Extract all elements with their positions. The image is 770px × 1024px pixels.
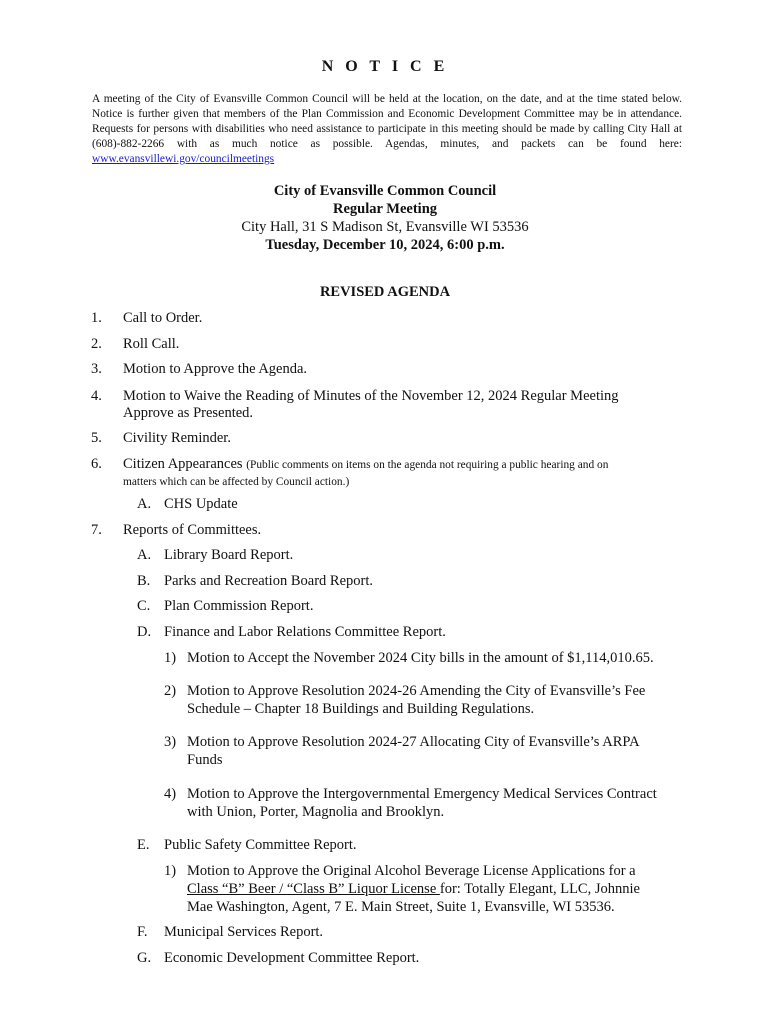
motion-text-line1: Motion to Approve Resolution 2024-26 Amending the City of Evansville’s Fee xyxy=(187,683,646,699)
item-number: 2. xyxy=(91,336,102,352)
sub-item-text: CHS Update xyxy=(164,496,238,512)
sub-item-text: Parks and Recreation Board Report. xyxy=(164,573,373,589)
meeting-location: City Hall, 31 S Madison St, Evansville WI 53536 xyxy=(241,219,529,235)
sub-item-text: Economic Development Committee Report. xyxy=(164,950,420,966)
motion-text-line2: Schedule – Chapter 18 Buildings and Building Regulations. xyxy=(187,701,535,717)
motion-number: 2) xyxy=(164,683,177,699)
item-number: 7. xyxy=(91,522,102,538)
notice-title: N O T I C E xyxy=(321,58,449,75)
motion-text-line1: Motion to Approve Resolution 2024-27 Allocating City of Evansville’s ARPA xyxy=(187,734,640,750)
item-number: 3. xyxy=(91,361,102,377)
sub-item-letter: A. xyxy=(137,496,152,512)
motion-text-line1: Motion to Approve the Original Alcohol Beverage License Applications for a xyxy=(187,863,636,879)
item-number: 4. xyxy=(91,388,102,404)
sub-item-text: Library Board Report. xyxy=(164,547,294,563)
license-class-text: Class “B” Beer / “Class B” Liquor License xyxy=(187,881,440,897)
meeting-datetime: Tuesday, December 10, 2024, 6:00 p.m. xyxy=(265,237,505,253)
motion-text-line2 xyxy=(187,881,640,898)
item-text-line1: Motion to Waive the Reading of Minutes of the November 12, 2024 Regular Meeting xyxy=(123,388,619,404)
item-text: Motion to Approve the Agenda. xyxy=(123,361,308,377)
council-meetings-link[interactable]: www.evansvillewi.gov/councilmeetings xyxy=(92,153,275,165)
motion-text-line2: with Union, Porter, Magnolia and Brooklyn. xyxy=(187,804,445,820)
meeting-header xyxy=(0,182,770,254)
item-text: Civility Reminder. xyxy=(123,430,231,446)
item-number: 5. xyxy=(91,430,102,446)
item-text: Roll Call. xyxy=(123,336,180,352)
motion-text-line1: Motion to Approve the Intergovernmental Emergency Medical Services Contract xyxy=(187,786,657,802)
motion-text-line2: Funds xyxy=(187,752,223,768)
item-number: 6. xyxy=(91,456,102,472)
meeting-type: Regular Meeting xyxy=(332,201,438,217)
item-text: Call to Order. xyxy=(123,310,203,326)
item-number: 1. xyxy=(91,310,102,326)
citizen-appearances-label: Citizen Appearances xyxy=(123,456,243,472)
sub-item-text: Plan Commission Report. xyxy=(164,598,314,614)
sub-item-text: Municipal Services Report. xyxy=(164,924,324,940)
motion-number: 3) xyxy=(164,734,177,750)
org-name: City of Evansville Common Council xyxy=(273,183,497,199)
item-text-line2: Approve as Presented. xyxy=(123,405,254,421)
sub-item-letter: B. xyxy=(137,573,151,589)
sub-item-text: Finance and Labor Relations Committee Report. xyxy=(164,624,446,640)
item-text xyxy=(123,456,608,474)
citizen-appearances-note: (Public comments on items on the agenda not requiring a public hearing and on xyxy=(246,459,609,471)
sub-item-letter: F. xyxy=(137,924,148,940)
agenda-heading: REVISED AGENDA xyxy=(319,284,451,300)
notice-paragraph xyxy=(92,92,682,167)
citizen-appearances-note-line2: matters which can be affected by Council action.) xyxy=(123,476,350,488)
motion-text: Motion to Accept the November 2024 City bills in the amount of $1,114,010.65. xyxy=(187,650,654,666)
sub-item-letter: G. xyxy=(137,950,152,966)
sub-item-letter: A. xyxy=(137,547,152,563)
motion-number: 1) xyxy=(164,650,177,666)
motion-number: 1) xyxy=(164,863,177,879)
motion-number: 4) xyxy=(164,786,177,802)
sub-item-text: Public Safety Committee Report. xyxy=(164,837,357,853)
license-applicant-text: for: Totally Elegant, LLC, Johnnie xyxy=(439,881,640,897)
notice-text: A meeting of the City of Evansville Common Council will be held at the location, on the date, and at the time stated below. Notice is further given that members of the Plan Commission and Economic Development Committee may be in attendance. Requests for persons with disabilities who need assistance to participate in this meeting should be made by calling City Hall at (608)-882-2266 with as much notice as possible. Agendas, minutes, and packets can be found here: xyxy=(92,93,682,150)
sub-item-letter: E. xyxy=(137,837,150,853)
sub-item-letter: D. xyxy=(137,624,152,640)
sub-item-letter: C. xyxy=(137,598,151,614)
motion-text-line3: Mae Washington, Agent, 7 E. Main Street, Suite 1, Evansville, WI 53536. xyxy=(187,899,615,915)
item-text: Reports of Committees. xyxy=(123,522,262,538)
